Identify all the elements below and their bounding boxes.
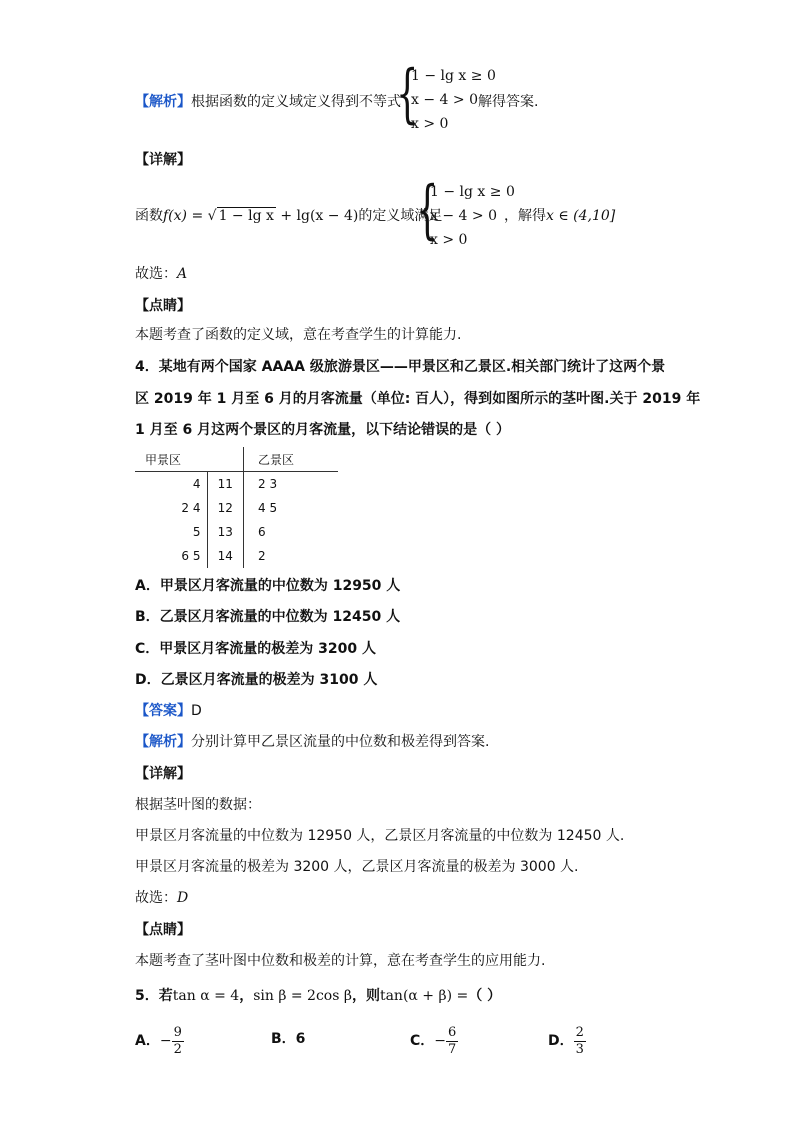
right-header: 乙景区 (258, 452, 295, 467)
dianjing-text: 本题考查了茎叶图中位数和极差的计算，意在考查学生的应用能力. (135, 953, 546, 969)
q4-option-c: C．甲景区月客流量的极差为 3200 人 (135, 641, 376, 657)
q5-option-d (548, 1024, 586, 1058)
answer-value: D (191, 703, 202, 719)
q5-cond-1: tan α = 4 (172, 988, 240, 1004)
analysis-after: 解得答案. (478, 94, 539, 110)
analysis-tag: 【解析】 (135, 94, 191, 110)
q4-option-b: B．乙景区月客流量的中位数为 12450 人 (135, 609, 401, 625)
function-expr-a: f(x) = (163, 208, 208, 224)
analysis-text: 根据函数的定义域定义得到不等式 (191, 94, 401, 110)
answer-tag: 【答案】 (135, 703, 191, 719)
analysis-tag: 【解析】 (135, 734, 191, 750)
right-leaves: 6 (258, 525, 266, 539)
q4-option-a: A．甲景区月客流量的中位数为 12950 人 (135, 578, 401, 594)
answer-value: D (177, 890, 189, 906)
option-denominator: 2 (173, 1041, 182, 1057)
analysis-text: 分别计算甲乙景区流量的中位数和极差得到答案. (191, 734, 490, 750)
option-numerator: 6 (448, 1024, 457, 1040)
detail-tag: 【详解】 (135, 152, 191, 168)
system-brace: { (396, 57, 419, 131)
inequality-2: x − 4 > 0 (411, 92, 478, 108)
option-label: D． (548, 1033, 574, 1049)
option-numerator: 9 (173, 1024, 182, 1040)
q4-final-answer (135, 889, 188, 907)
inequality-1: 1 − lg x ≥ 0 (430, 184, 515, 200)
stem-leaf-table (135, 447, 338, 568)
option-sign: − (159, 1033, 172, 1049)
function-mid: 的定义域满足 (358, 208, 443, 224)
left-header: 甲景区 (145, 452, 182, 467)
result-interval: x ∈ (4,10] (546, 208, 616, 224)
q3-analysis-line (135, 93, 401, 111)
q5-target: tan(α + β) = (379, 988, 469, 1004)
option-sign: − (434, 1033, 447, 1049)
left-leaves: 6 5 (181, 549, 201, 563)
stem-value: 14 (207, 544, 244, 568)
option-label: B． (271, 1031, 296, 1047)
q4-stem-line-1: 4．某地有两个国家 AAAA 级旅游景区——甲景区和乙景区.相关部门统计了这两个景 (135, 359, 666, 375)
q5-sep: ， (239, 988, 254, 1004)
q5-option-a (135, 1024, 184, 1058)
option-denominator: 3 (575, 1041, 584, 1057)
q3-answer-line (135, 265, 187, 283)
option-denominator: 7 (448, 1041, 457, 1057)
answer-value: A (177, 266, 188, 282)
left-leaves: 4 (192, 477, 201, 491)
dianjing-tag: 【点睛】 (135, 922, 191, 938)
right-leaves: 2 3 (258, 477, 278, 491)
q4-option-d: D．乙景区月客流量的极差为 3100 人 (135, 672, 378, 688)
q5-paren: （ ） (468, 988, 502, 1004)
stem-value: 11 (207, 472, 244, 497)
right-leaves: 2 (258, 549, 266, 563)
q5-prefix: 5．若 (135, 988, 173, 1004)
q5-mid: ，则 (351, 988, 380, 1004)
detail-line-2: 甲景区月客流量的中位数为 12950 人，乙景区月客流量的中位数为 12450 人. (135, 828, 625, 844)
function-result-line (504, 207, 615, 225)
function-sqrt: 1 − lg x (218, 208, 274, 224)
inequality-2: x − 4 > 0 (430, 208, 497, 224)
left-leaves: 5 (192, 525, 201, 539)
answer-label: 故选： (135, 890, 177, 906)
inequality-system-2 (430, 180, 515, 252)
q5-option-c (410, 1024, 458, 1058)
detail-tag: 【详解】 (135, 766, 191, 782)
q4-stem-line-2: 区 2019 年 1 月至 6 月的月客流量（单位: 百人），得到如图所示的茎叶图.关于 2019 年 (135, 391, 701, 407)
q5-option-b (271, 1030, 305, 1048)
dianjing-text: 本题考查了函数的定义域，意在考查学生的计算能力. (135, 327, 462, 343)
dianjing-tag: 【点睛】 (135, 298, 191, 314)
answer-label: 故选： (135, 266, 177, 282)
stem-value: 13 (207, 520, 244, 544)
inequality-3: x > 0 (411, 116, 449, 132)
right-leaves: 4 5 (258, 501, 278, 515)
detail-line-1: 根据茎叶图的数据： (135, 797, 261, 813)
function-prefix: 函数 (135, 208, 163, 224)
system-brace-2: { (416, 173, 439, 247)
option-numerator: 2 (575, 1024, 584, 1040)
q5-cond-2: sin β = 2cos β (253, 988, 352, 1004)
function-expr-b: + lg(x − 4) (275, 208, 359, 224)
q4-stem-line-3: 1 月至 6 月这两个景区的月客流量，以下结论错误的是（ ） (135, 422, 510, 438)
stem-value: 12 (207, 496, 244, 520)
option-label: A． (135, 1033, 160, 1049)
option-value: 6 (295, 1031, 306, 1047)
q4-analysis-line (135, 733, 489, 751)
detail-line-3: 甲景区月客流量的极差为 3200 人，乙景区月客流量的极差为 3000 人. (135, 859, 579, 875)
option-label: C． (410, 1033, 435, 1049)
inequality-1: 1 − lg x ≥ 0 (411, 68, 496, 84)
inequality-3: x > 0 (430, 232, 468, 248)
q4-answer-line (135, 702, 202, 720)
q5-stem (135, 987, 501, 1005)
result-prefix: ，解得 (504, 208, 546, 224)
q3-function-line: 函数f(x) = √ 1 − lg x + lg(x − 4)的定义域满足 (135, 208, 443, 224)
left-leaves: 2 4 (181, 501, 201, 515)
